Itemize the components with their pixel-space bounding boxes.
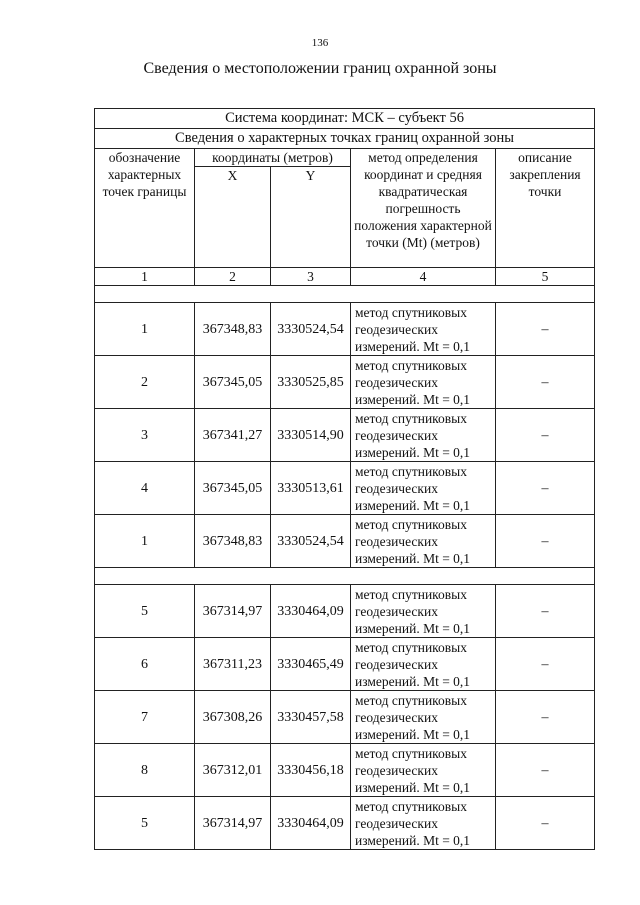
x-coordinate-cell: 367348,83	[195, 303, 271, 356]
point-cell: 7	[95, 691, 195, 744]
group-separator-row	[95, 568, 595, 585]
y-coordinate-cell: 3330514,90	[271, 409, 351, 462]
y-coordinate-cell: 3330465,49	[271, 638, 351, 691]
y-coordinate-cell: 3330457,58	[271, 691, 351, 744]
description-cell: –	[496, 462, 595, 515]
method-cell: метод спутниковых геодезических измерений. Mt = 0,1	[351, 691, 496, 744]
point-cell: 6	[95, 638, 195, 691]
table-row	[95, 409, 595, 462]
table-row	[95, 691, 595, 744]
table-row	[95, 356, 595, 409]
x-coordinate-cell: 367345,05	[195, 462, 271, 515]
description-cell: –	[496, 638, 595, 691]
description-cell: –	[496, 585, 595, 638]
description-cell: –	[496, 797, 595, 850]
group-separator-cell	[95, 286, 595, 303]
column-number: 5	[496, 268, 595, 286]
y-coordinate-cell: 3330464,09	[271, 585, 351, 638]
method-cell: метод спутниковых геодезических измерений. Mt = 0,1	[351, 303, 496, 356]
column-number: 1	[95, 268, 195, 286]
x-coordinate-cell: 367312,01	[195, 744, 271, 797]
table-row	[95, 303, 595, 356]
group-separator-cell	[95, 568, 595, 585]
header-method: метод определения координат и средняя квадратическая погрешность положения характерной точки (Mt) (метров)	[351, 149, 496, 268]
x-coordinate-cell: 367308,26	[195, 691, 271, 744]
points-info-row: Сведения о характерных точках границ охранной зоны	[95, 129, 595, 149]
method-cell: метод спутниковых геодезических измерений. Mt = 0,1	[351, 515, 496, 568]
group-separator-row	[95, 286, 595, 303]
y-coordinate-cell: 3330513,61	[271, 462, 351, 515]
description-cell: –	[496, 356, 595, 409]
point-cell: 2	[95, 356, 195, 409]
header-description: описание закрепления точки	[496, 149, 595, 268]
header-x: X	[195, 167, 271, 268]
y-coordinate-cell: 3330456,18	[271, 744, 351, 797]
point-cell: 1	[95, 303, 195, 356]
description-cell: –	[496, 303, 595, 356]
column-number: 4	[351, 268, 496, 286]
method-cell: метод спутниковых геодезических измерений. Mt = 0,1	[351, 409, 496, 462]
coordinate-system-row: Система координат: МСК – субъект 56	[95, 109, 595, 129]
table-row	[95, 585, 595, 638]
point-cell: 3	[95, 409, 195, 462]
x-coordinate-cell: 367314,97	[195, 585, 271, 638]
y-coordinate-cell: 3330525,85	[271, 356, 351, 409]
column-number: 2	[195, 268, 271, 286]
method-cell: метод спутниковых геодезических измерений. Mt = 0,1	[351, 744, 496, 797]
description-cell: –	[496, 409, 595, 462]
x-coordinate-cell: 367348,83	[195, 515, 271, 568]
table-row	[95, 462, 595, 515]
point-cell: 5	[95, 585, 195, 638]
page-number: 136	[311, 37, 329, 49]
header-designation: обозначение характерных точек границы	[95, 149, 195, 268]
method-cell: метод спутниковых геодезических измерений. Mt = 0,1	[351, 462, 496, 515]
table-row	[95, 797, 595, 850]
point-cell: 8	[95, 744, 195, 797]
method-cell: метод спутниковых геодезических измерений. Mt = 0,1	[351, 585, 496, 638]
y-coordinate-cell: 3330524,54	[271, 515, 351, 568]
description-cell: –	[496, 691, 595, 744]
method-cell: метод спутниковых геодезических измерений. Mt = 0,1	[351, 356, 496, 409]
column-number: 3	[271, 268, 351, 286]
page-title: Сведения о местоположении границ охранной зоны	[143, 60, 497, 77]
y-coordinate-cell: 3330464,09	[271, 797, 351, 850]
boundary-points-table	[94, 108, 595, 850]
point-cell: 4	[95, 462, 195, 515]
header-y: Y	[271, 167, 351, 268]
table-row	[95, 744, 595, 797]
method-cell: метод спутниковых геодезических измерений. Mt = 0,1	[351, 797, 496, 850]
x-coordinate-cell: 367341,27	[195, 409, 271, 462]
description-cell: –	[496, 744, 595, 797]
x-coordinate-cell: 367314,97	[195, 797, 271, 850]
x-coordinate-cell: 367311,23	[195, 638, 271, 691]
x-coordinate-cell: 367345,05	[195, 356, 271, 409]
description-cell: –	[496, 515, 595, 568]
point-cell: 5	[95, 797, 195, 850]
header-coordinates: координаты (метров)	[195, 149, 351, 167]
y-coordinate-cell: 3330524,54	[271, 303, 351, 356]
method-cell: метод спутниковых геодезических измерений. Mt = 0,1	[351, 638, 496, 691]
table-row	[95, 515, 595, 568]
point-cell: 1	[95, 515, 195, 568]
table-row	[95, 638, 595, 691]
